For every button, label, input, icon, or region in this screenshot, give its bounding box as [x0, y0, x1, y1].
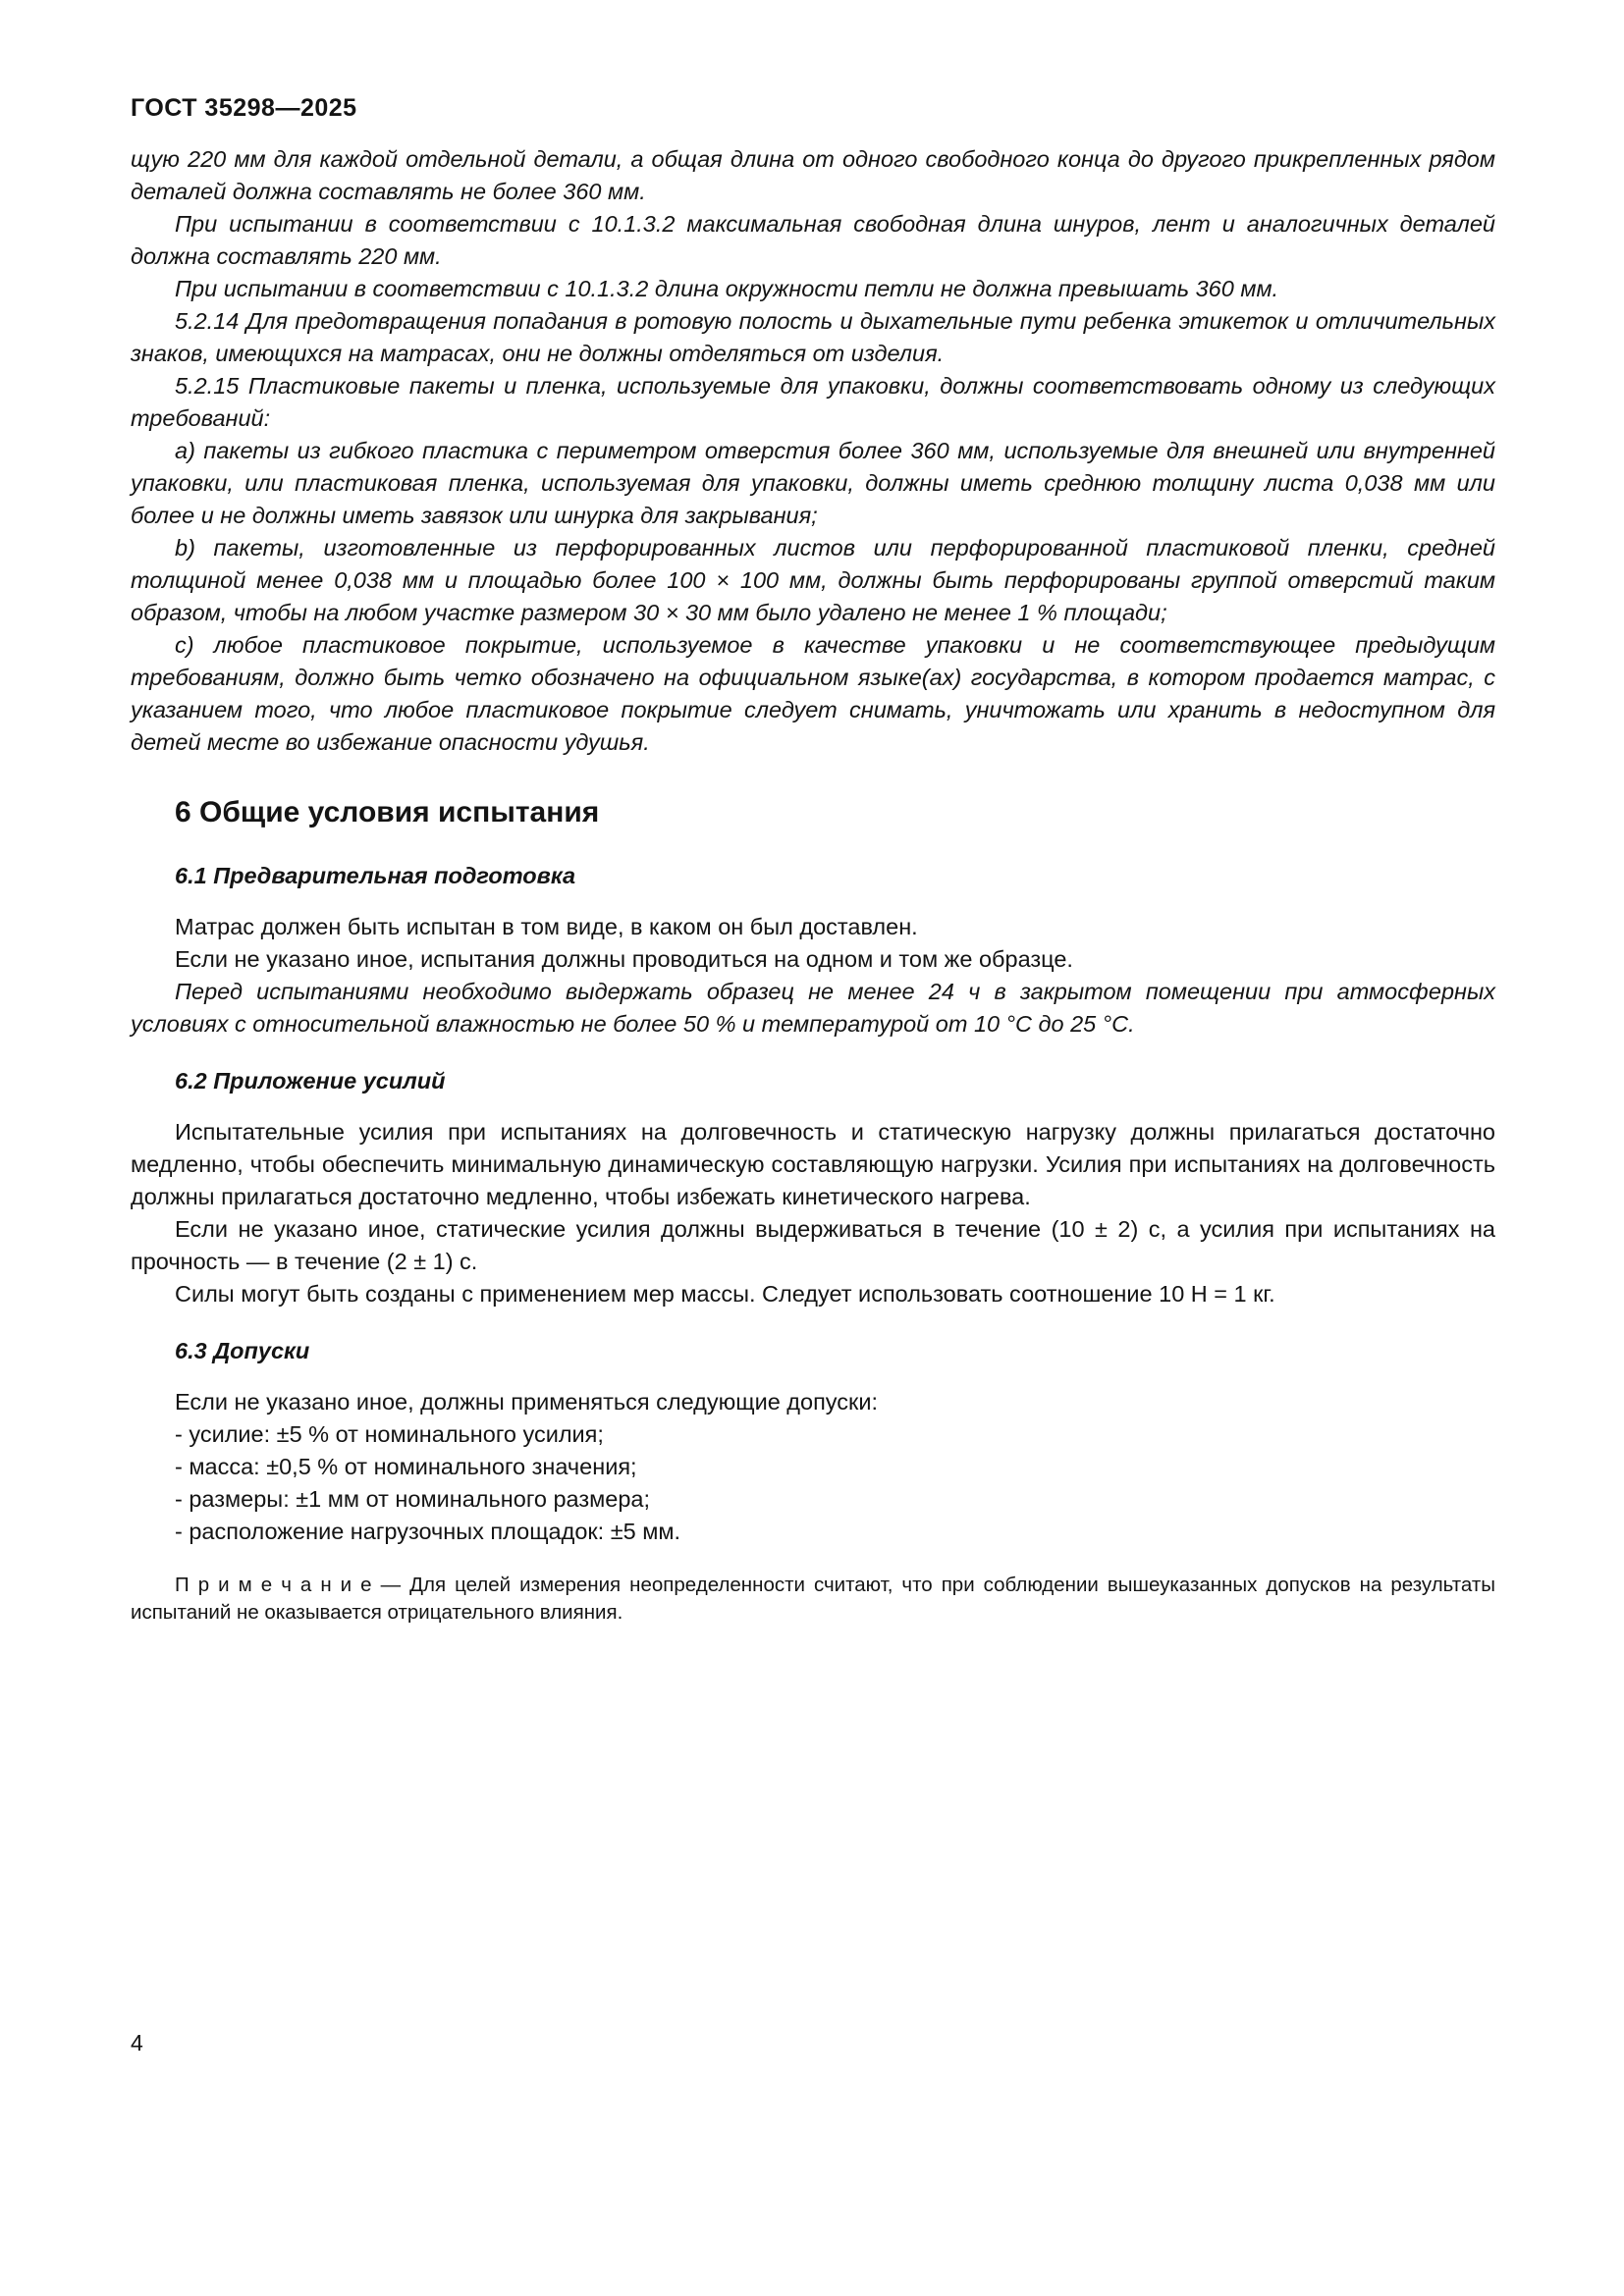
paragraph-6-2-forces: Испытательные усилия при испытаниях на долговечность и статическую нагрузку должны прилагаться достаточно медленно, чтобы обеспечить минимальную динамическую составляющую нагрузки. Усилия при испытаниях на долговечность должны прилагаться достаточно медленно, чтобы избежать кинетического нагрева. [131, 1119, 1495, 1209]
tolerance-item-pads: - расположение нагрузочных площадок: ±5 мм. [175, 1519, 681, 1544]
paragraph-loop-circumference: При испытании в соответствии с 10.1.3.2 длина окружности петли не должна превышать 360 мм. [175, 276, 1279, 301]
paragraph-5-2-15: 5.2.15 Пластиковые пакеты и пленка, используемые для упаковки, должны соответствовать одному из следующих требований: [131, 373, 1495, 431]
subsection-heading-6-1: 6.1 Предварительная подготовка [175, 863, 576, 888]
page-number: 4 [131, 2030, 143, 2056]
paragraph-item-c: c) любое пластиковое покрытие, используемое в качестве упаковки и не соответствующее предыдущим требованиям, должно быть четко обозначено на официальном языке(ах) государства, в котором продается матрас, с указанием того, что любое пластиковое покрытие следует снимать, уничтожать или хранить в недоступном для детей месте во избежание опасности удушья. [131, 632, 1495, 755]
paragraph-6-1-delivered: Матрас должен быть испытан в том виде, в каком он был доставлен. [175, 914, 918, 939]
paragraph-6-1-conditioning: Перед испытаниями необходимо выдержать образец не менее 24 ч в закрытом помещении при атмосферных условиях с относительной влажностью не более 50 % и температурой от 10 °С до 25 °С. [131, 979, 1495, 1037]
tolerance-item-dimensions: - размеры: ±1 мм от номинального размера; [175, 1486, 651, 1512]
paragraph-5-2-14: 5.2.14 Для предотвращения попадания в ротовую полость и дыхательные пути ребенка этикеток и отличительных знаков, имеющихся на матрасах, они не должны отделяться от изделия. [131, 308, 1495, 366]
paragraph-6-3-intro: Если не указано иное, должны применяться следующие допуски: [175, 1389, 878, 1415]
doc-number-header: ГОСТ 35298—2025 [131, 94, 357, 122]
subsection-heading-6-3: 6.3 Допуски [175, 1338, 310, 1363]
paragraph-continuation: щую 220 мм для каждой отдельной детали, а общая длина от одного свободного конца до другого прикрепленных рядом деталей должна составлять не более 360 мм. [131, 146, 1495, 204]
paragraph-item-b: b) пакеты, изготовленные из перфорированных листов или перфорированной пластиковой пленки, средней толщиной менее 0,038 мм и площадью более 100 × 100 мм, должны быть перфорированы группой отверстий таким образом, чтобы на любом участке размером 30 × 30 мм было удалено не менее 1 % площади; [131, 535, 1495, 625]
section-heading-6: 6 Общие условия испытания [175, 796, 600, 828]
paragraph-6-2-duration: Если не указано иное, статические усилия должны выдерживаться в течение (10 ± 2) с, а усилия при испытаниях на прочность — в течение (2 ± 1) с. [131, 1216, 1495, 1274]
tolerance-item-mass: - масса: ±0,5 % от номинального значения; [175, 1454, 637, 1479]
paragraph-item-a: a) пакеты из гибкого пластика с периметром отверстия более 360 мм, используемые для внешней или внутренней упаковки, или пластиковая пленка, используемая для упаковки, должны иметь среднюю толщину листа 0,038 мм или более и не должны иметь завязок или шнурка для закрывания; [131, 438, 1495, 528]
page-content [131, 143, 1495, 1627]
subsection-heading-6-2: 6.2 Приложение усилий [175, 1068, 446, 1094]
paragraph-6-1-same-sample: Если не указано иное, испытания должны проводиться на одном и том же образце. [175, 946, 1073, 972]
tolerance-item-force: - усилие: ±5 % от номинального усилия; [175, 1421, 604, 1447]
paragraph-6-2-mass: Силы могут быть созданы с применением мер массы. Следует использовать соотношение 10 Н = 1 кг. [175, 1281, 1275, 1307]
note-paragraph: П р и м е ч а н и е — Для целей измерения неопределенности считают, что при соблюдении вышеуказанных допусков на результаты испытаний не оказывается отрицательного влияния. [131, 1574, 1495, 1624]
paragraph-cords-free-length: При испытании в соответствии с 10.1.3.2 максимальная свободная длина шнуров, лент и аналогичных деталей должна составлять 220 мм. [131, 211, 1495, 269]
